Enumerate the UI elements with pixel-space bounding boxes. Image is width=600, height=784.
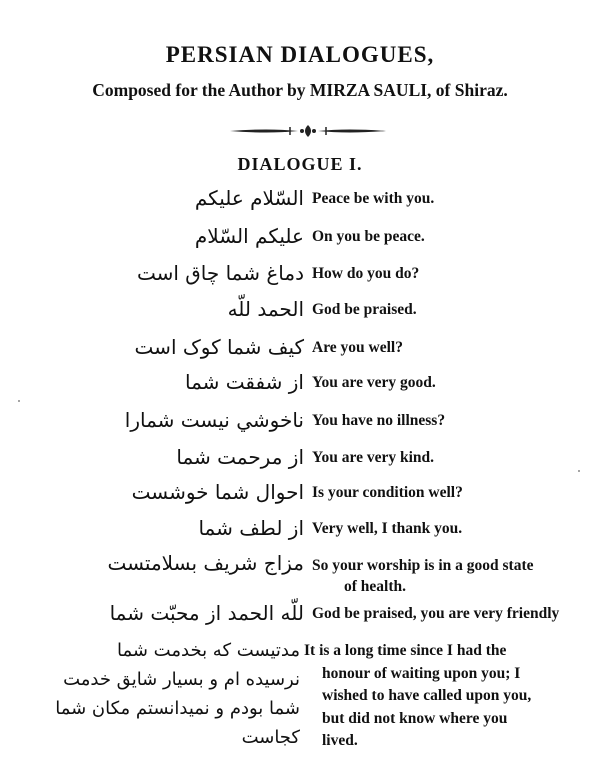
english-line: of health. <box>344 578 406 595</box>
persian-text: احوال شما خوشست <box>131 480 304 504</box>
english-line: wished to have called upon you, <box>322 687 532 704</box>
persian-text: الحمد للّه <box>227 297 304 321</box>
english-text: You are very kind. <box>312 449 435 466</box>
english-text: Is your condition well? <box>312 484 463 501</box>
english-text <box>312 555 574 597</box>
persian-text: از شفقت شما <box>185 370 304 394</box>
persian-line: نرسيده ام و بسيار شايق خدمت <box>63 669 300 690</box>
persian-text: للّه الحمد از محبّت شما <box>109 601 304 625</box>
persian-line: شما بودم و نميدانستم مكان شما <box>55 698 300 719</box>
persian-text: از مرحمت شما <box>176 445 304 469</box>
english-line: but did not know where you <box>322 709 508 727</box>
english-text: God be praised, you are very friendly <box>312 605 560 622</box>
persian-text: دماغ شما چاق است <box>136 261 304 285</box>
english-text: God be praised. <box>312 301 417 318</box>
english-text: Very well, I thank you. <box>312 520 463 537</box>
paper-speck <box>578 470 580 472</box>
persian-text: كيف شما كوک است <box>134 335 304 359</box>
persian-text: عليكم السّلام <box>194 224 304 248</box>
ornament-divider <box>228 123 388 139</box>
english-line: It is a long time since I had the <box>304 642 507 659</box>
english-line: So your worship is in a good state <box>312 557 534 574</box>
persian-paragraph <box>28 636 300 752</box>
page-subtitle: Composed for the Author by MIRZA SAULI, of Shiraz. <box>92 80 508 100</box>
english-text: How do you do? <box>312 265 420 282</box>
persian-text: ناخوشي نيست شمارا <box>124 408 304 432</box>
dialogue-heading: DIALOGUE I. <box>237 154 363 174</box>
english-paragraph <box>304 640 564 753</box>
persian-text: مزاج شريف بسلامتست <box>107 551 304 575</box>
page-title: PERSIAN DIALOGUES, <box>165 42 435 67</box>
english-line: lived. <box>322 732 358 749</box>
persian-text: از لطف شما <box>198 516 304 540</box>
persian-line: كجاست <box>241 727 300 748</box>
english-text: Are you well? <box>312 339 403 356</box>
english-text: You are very good. <box>312 374 436 391</box>
english-text: Peace be with you. <box>312 190 435 207</box>
persian-text: السّلام عليكم <box>194 186 304 210</box>
english-text: You have no illness? <box>312 412 446 429</box>
paper-speck <box>18 400 20 402</box>
english-text: On you be peace. <box>312 228 425 245</box>
persian-line: مدتيست كه بخدمت شما <box>116 640 300 661</box>
english-line: honour of waiting upon you; I <box>322 664 521 682</box>
